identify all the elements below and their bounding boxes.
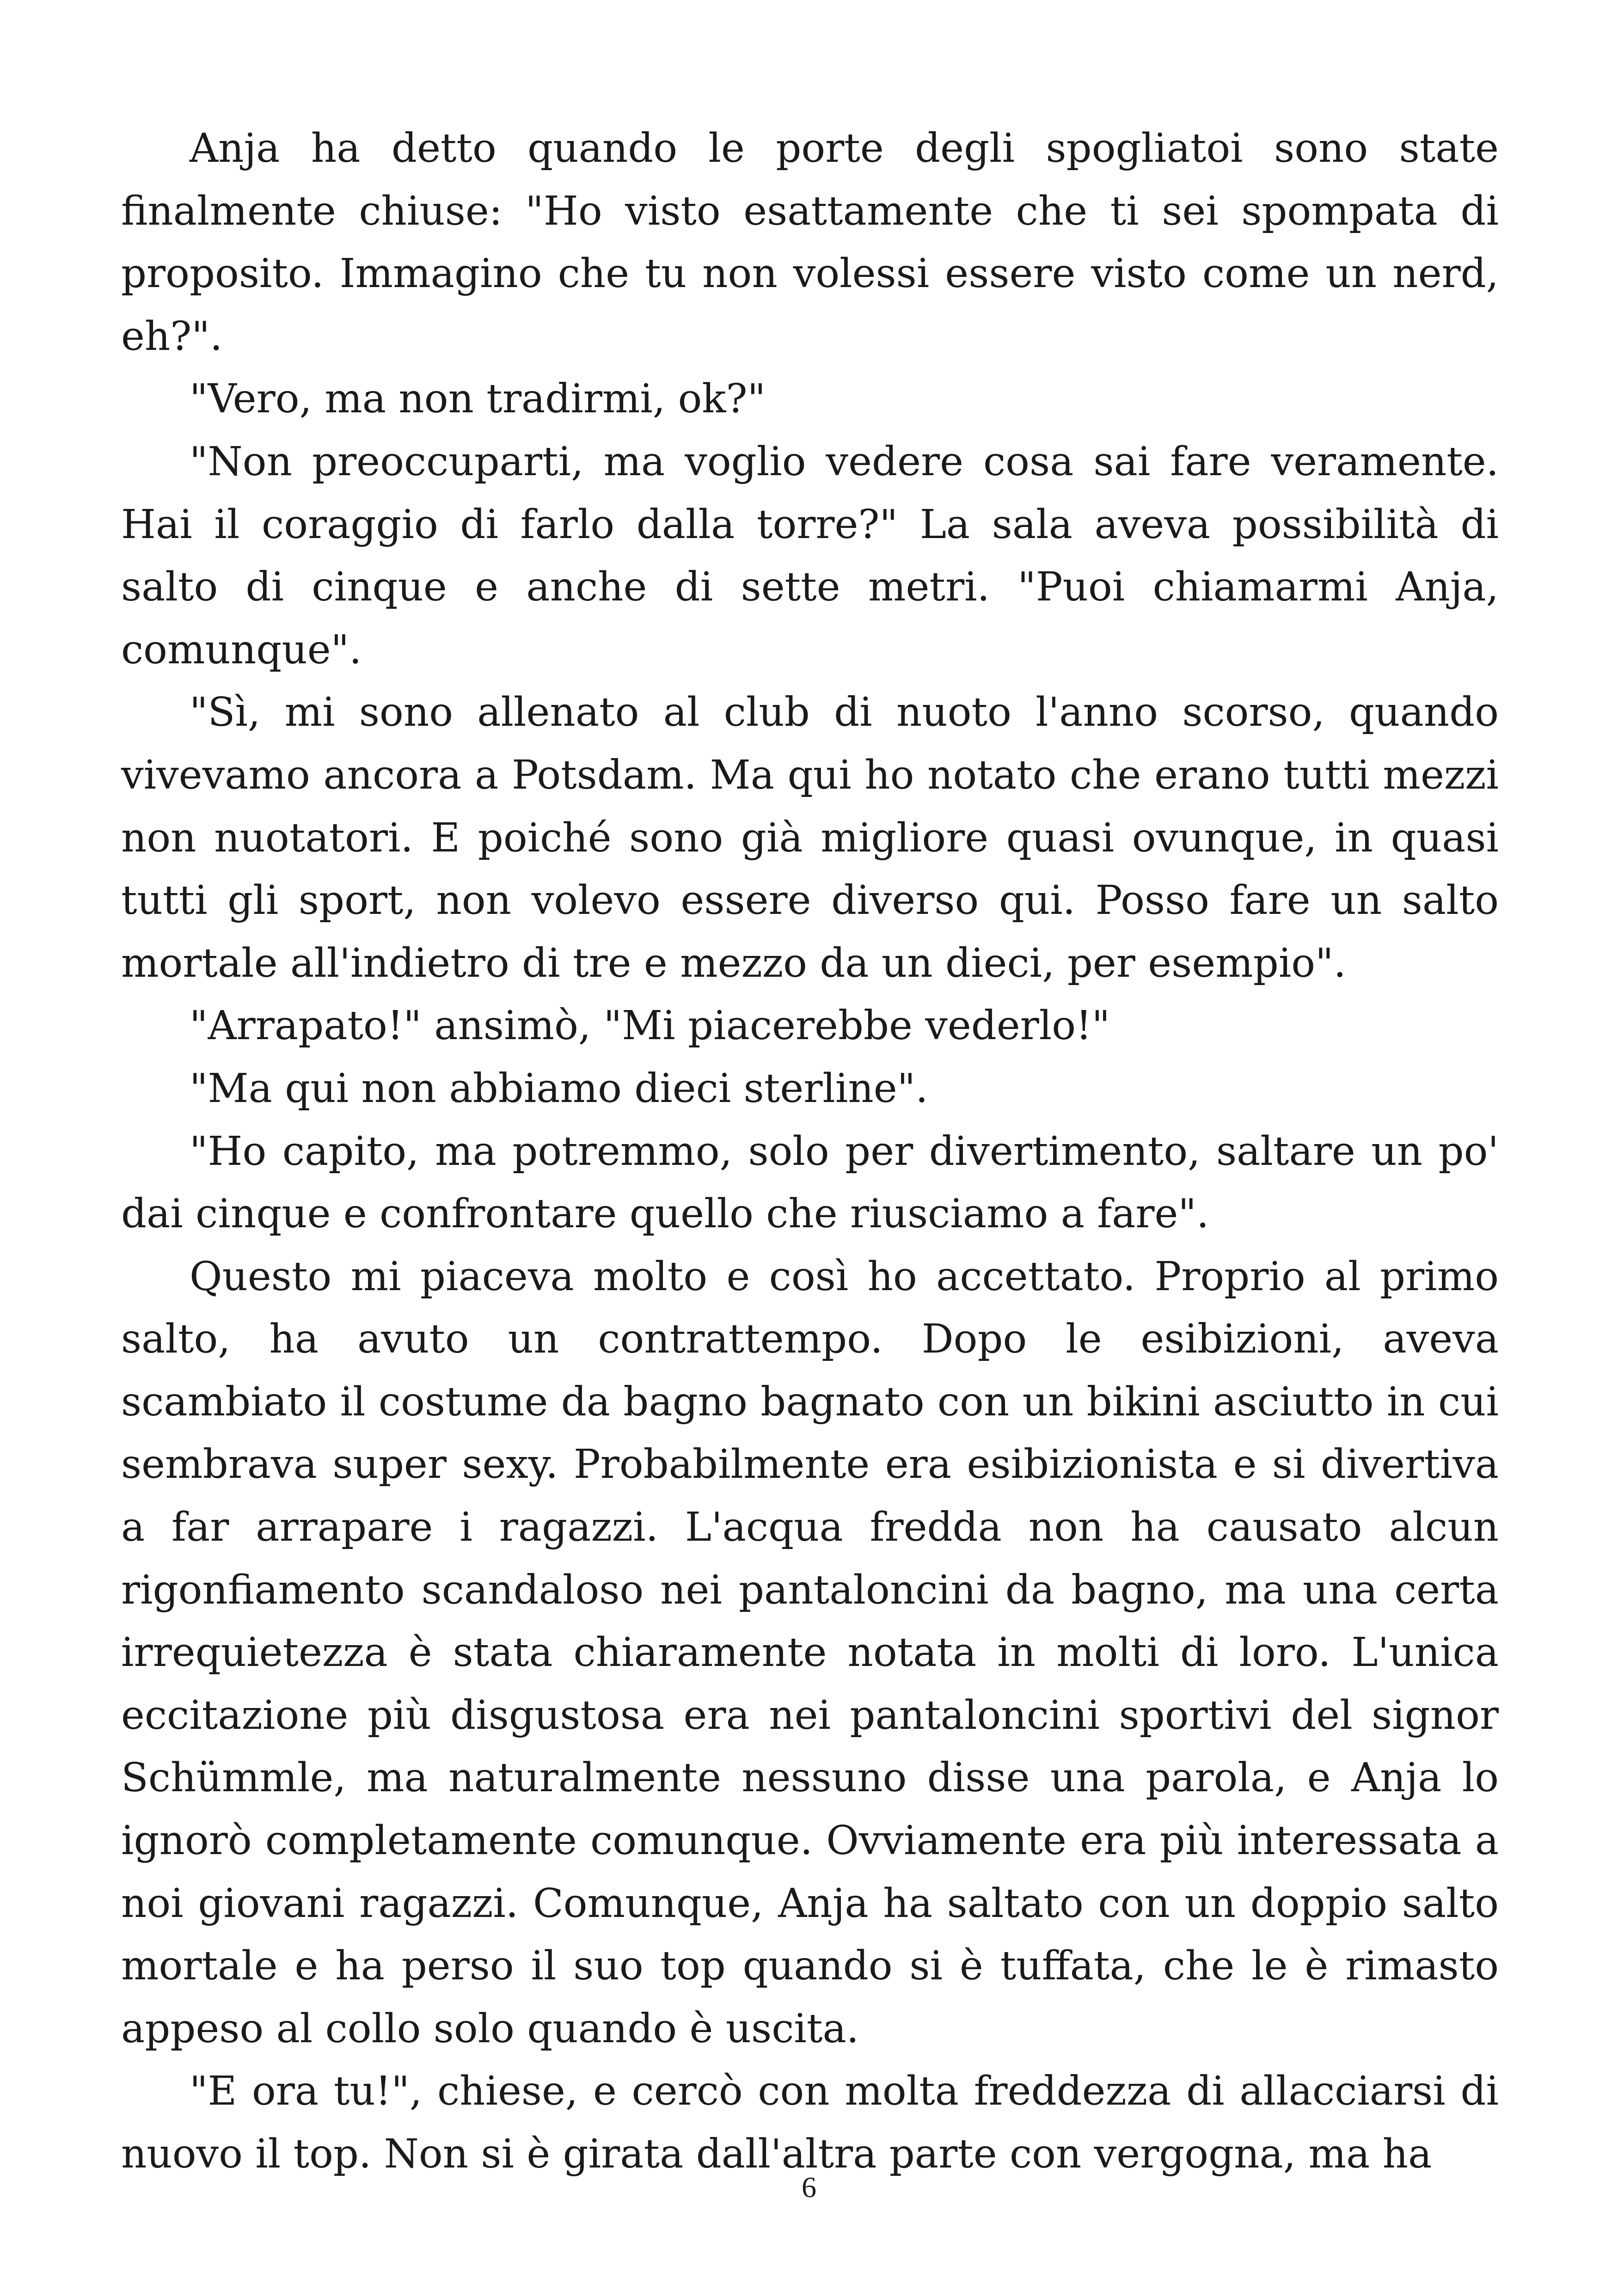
body-text xyxy=(121,117,1499,2186)
paragraph: "Arrapato!" ansimò, "Mi piacerebbe vederlo!" xyxy=(190,1003,1110,1049)
paragraph: Questo mi piaceva molto e così ho accettato. Proprio al primo salto, ha avuto un contrattempo. Dopo le esibizioni, aveva scambiato il costume da bagno bagnato con un bikini asciutto in cui sembrava super sexy. Probabilmente era esibizionista e si divertiva a far arrapare i ragazzi. L'acqua fredda non ha causato alcun rigonfiamento scandaloso nei pantaloncini da bagno, ma una certa irrequietezza è stata chiaramente notata in molti di loro. L'unica eccitazione più disgustosa era nei pantaloncini sportivi del signor Schümmle, ma naturalmente nessuno disse una parola, e Anja lo ignorò completamente comunque. Ovviamente era più interessata a noi giovani ragazzi. Comunque, Anja ha saltato con un doppio salto mortale e ha perso il suo top quando si è tuffata, che le è rimasto appeso al collo solo quando è uscita. xyxy=(121,1253,1499,2052)
paragraph: "Ma qui non abbiamo dieci sterline". xyxy=(190,1065,928,1112)
paragraph: "Vero, ma non tradirmi, ok?" xyxy=(190,376,766,422)
paragraph: "Non preoccuparti, ma voglio vedere cosa sai fare veramente. Hai il coraggio di farlo dalla torre?" La sala aveva possibilità di salto di cinque e anche di sette metri. "Puoi chiamarmi Anja, comunque". xyxy=(121,438,1499,673)
paragraph: Anja ha detto quando le porte degli spogliatoi sono state finalmente chiuse: "Ho visto esattamente che ti sei spompata di proposito. Immagino che tu non volessi essere visto come un nerd, eh?". xyxy=(121,125,1499,360)
page-number: 6 xyxy=(802,2171,816,2204)
paragraph: "Sì, mi sono allenato al club di nuoto l'anno scorso, quando vivevamo ancora a Potsdam. Ma qui ho notato che erano tutti mezzi non nuotatori. E poiché sono già migliore quasi ovunque, in quasi tutti gli sport, non volevo essere diverso qui. Posso fare un salto mortale all'indietro di tre e mezzo da un dieci, per esempio". xyxy=(121,689,1499,986)
paragraph: "Ho capito, ma potremmo, solo per divertimento, saltare un po' dai cinque e confrontare quello che riusciamo a fare". xyxy=(121,1128,1499,1237)
paragraph: "E ora tu!", chiese, e cercò con molta freddezza di allacciarsi di nuovo il top. Non si è girata dall'altra parte con vergogna, ma ha xyxy=(121,2068,1499,2177)
